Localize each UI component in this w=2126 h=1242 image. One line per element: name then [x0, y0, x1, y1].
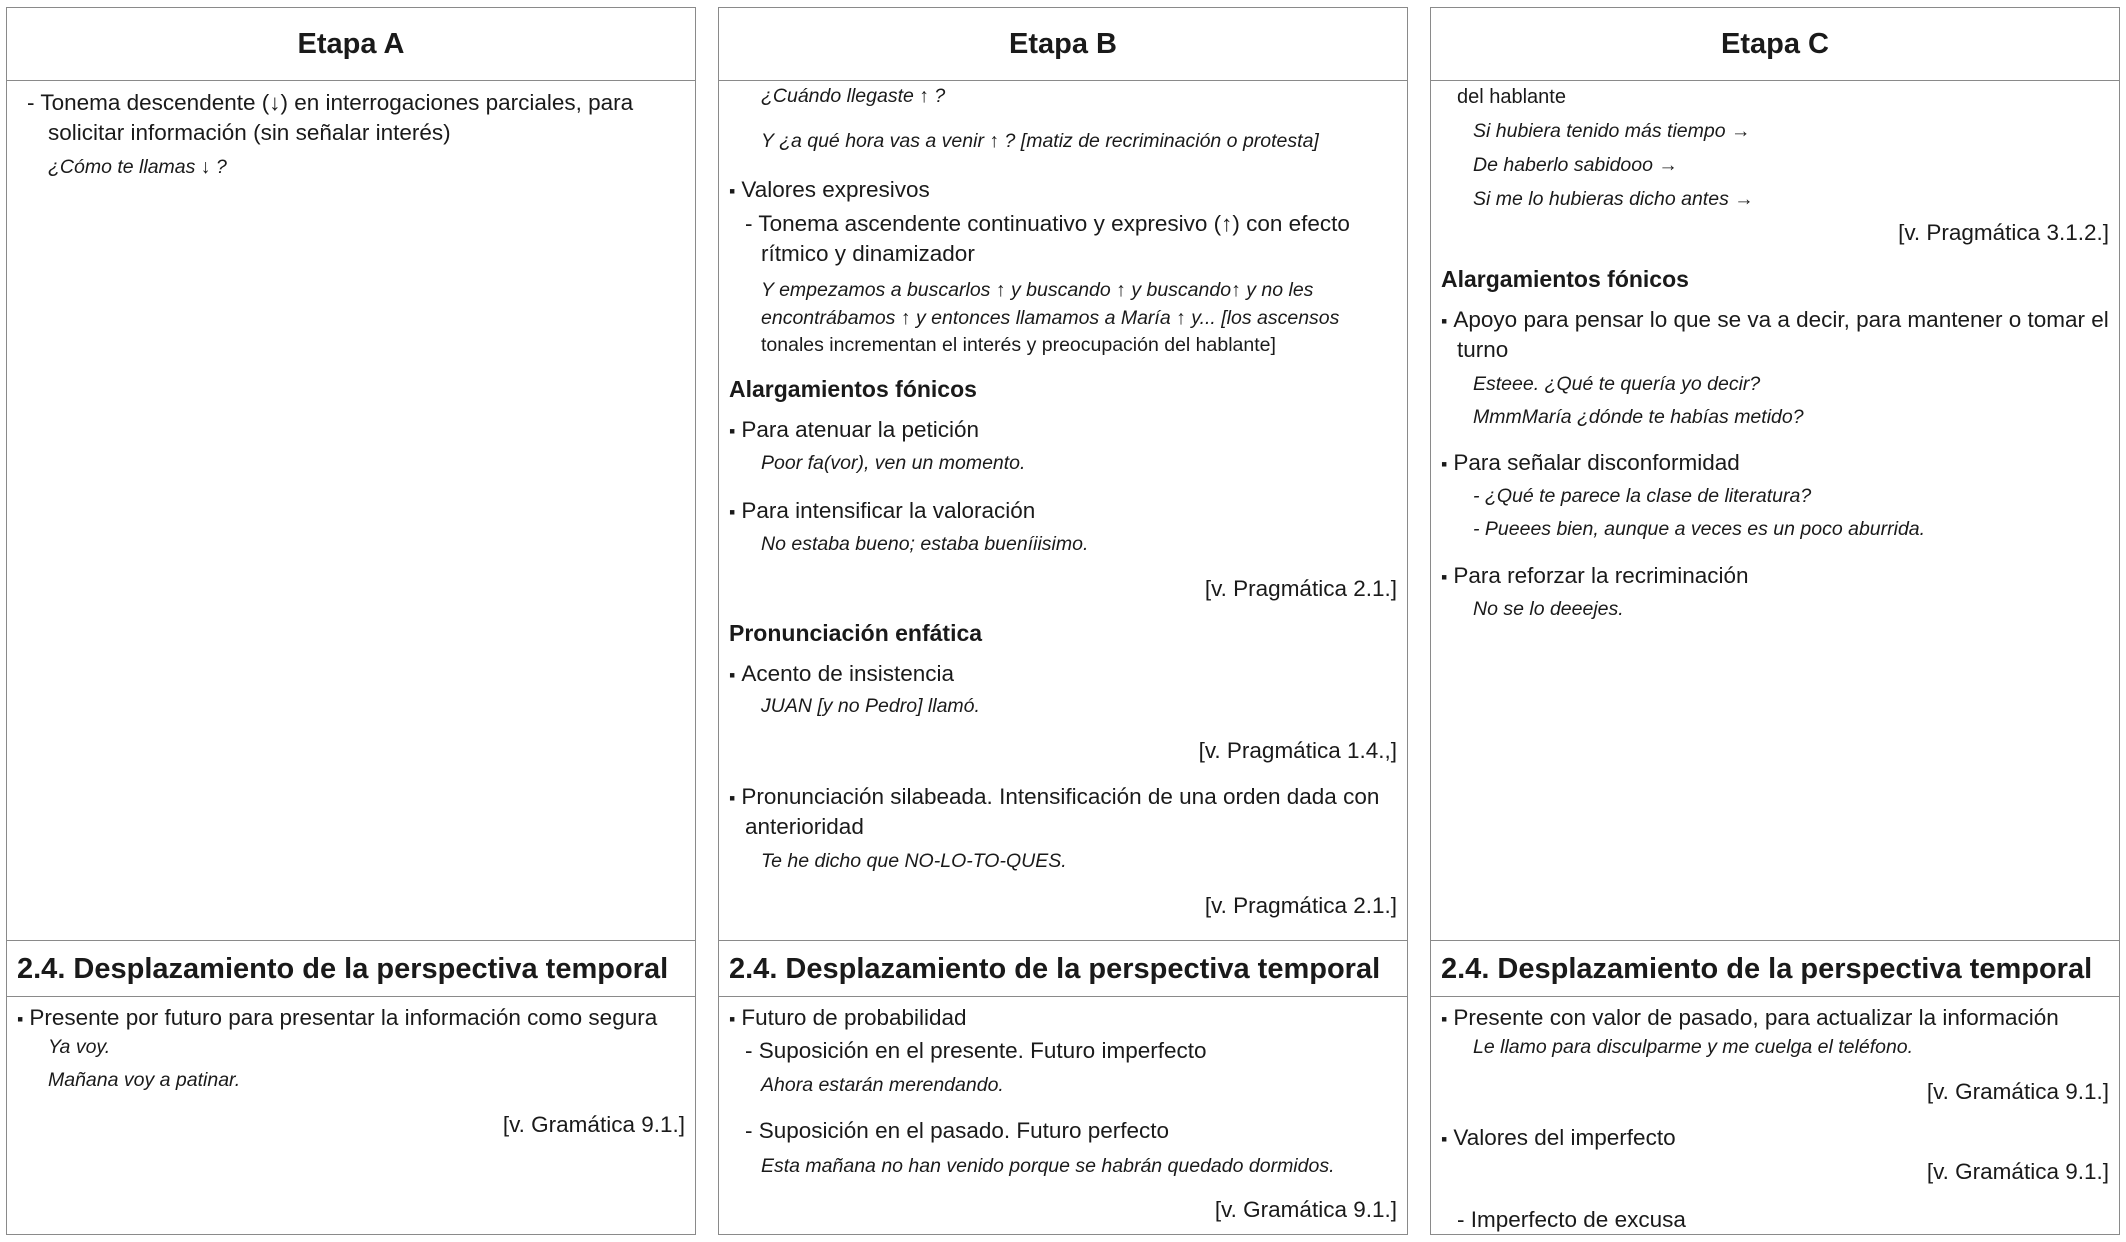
example-line: Ya voy. [48, 1036, 111, 1058]
text-line: turno [1457, 337, 1509, 362]
reference-note: [v. Pragmática 1.4.,] [1198, 738, 1397, 763]
text-line: - Suposición en el pasado. Futuro perfecto [745, 1118, 1170, 1143]
example-line: - ¿Qué te parece la clase de literatura? [1473, 485, 1812, 507]
text-line: - Tonema ascendente continuativo y expresivo (↑) con efecto [745, 211, 1350, 236]
reference-note: [v. Gramática 9.1.] [1926, 1079, 2109, 1104]
column-upper-content [7, 82, 695, 941]
bullet-item: ▪ Para intensificar la valoración [729, 496, 1035, 527]
example-line: Y empezamos a buscarlos ↑ y buscando ↑ y buscando↑ y no les [761, 279, 1314, 301]
bullet-item: ▪ Valores del imperfecto [1441, 1123, 1676, 1154]
example-line: ¿Cuándo llegaste ↑ ? [761, 85, 946, 107]
text-line: del hablante [1457, 86, 1566, 108]
example-line: Esteee. ¿Qué te quería yo decir? [1473, 373, 1761, 395]
example-line: No se lo deeejes. [1473, 598, 1624, 620]
column-etapa-c [1430, 7, 2120, 1235]
subheading: Alargamientos fónicos [729, 376, 977, 402]
subheading: Alargamientos fónicos [1441, 266, 1689, 292]
subheading: Pronunciación enfática [729, 620, 983, 646]
reference-note: [v. Gramática 9.1.] [502, 1112, 685, 1137]
bullet-item: ▪ Presente con valor de pasado, para actualizar la información [1441, 1003, 2059, 1034]
bullet-item: ▪ Valores expresivos [729, 175, 930, 206]
example-line: Ahora estarán merendando. [761, 1074, 1004, 1096]
column-lower-content [7, 997, 695, 1234]
text-line: - Tonema descendente (↓) en interrogaciones parciales, para [27, 90, 634, 115]
example-line: Si hubiera tenido más tiempo → [1473, 120, 1751, 142]
bullet-item: ▪ Acento de insistencia [729, 659, 954, 690]
reference-note: [v. Pragmática 2.1.] [1204, 893, 1397, 918]
example-line: - Pueees bien, aunque a veces es un poco aburrida. [1473, 518, 1926, 540]
example-line: JUAN [y no Pedro] llamó. [761, 695, 980, 717]
example-line: Le llamo para disculparme y me cuelga el teléfono. [1473, 1036, 1914, 1058]
column-etapa-b [718, 7, 1408, 1235]
reference-note: [v. Pragmática 3.1.2.] [1898, 220, 2109, 245]
text-line: rítmico y dinamizador [761, 241, 975, 266]
bullet-item: ▪ Para señalar disconformidad [1441, 448, 1740, 479]
example-line: Mañana voy a patinar. [48, 1069, 241, 1091]
reference-note: [v. Gramática 9.1.] [1214, 1197, 1397, 1222]
bullet-item: ▪ Para reforzar la recriminación [1441, 561, 1749, 592]
section-title: 2.4. Desplazamiento de la perspectiva temporal [1431, 942, 2119, 997]
bullet-item: ▪ Pronunciación silabeada. Intensificación de una orden dada con [729, 782, 1379, 813]
bullet-item: ▪ Futuro de probabilidad [729, 1003, 967, 1034]
example-line: ¿Cómo te llamas ↓ ? [48, 156, 227, 178]
example-line: Poor fa(vor), ven un momento. [761, 452, 1026, 474]
text-line: - Suposición en el presente. Futuro imperfecto [745, 1038, 1207, 1063]
bullet-item: ▪ Apoyo para pensar lo que se va a decir, para mantener o tomar el [1441, 305, 2109, 336]
column-upper-content [719, 82, 1407, 941]
example-line: Si me lo hubieras dicho antes → [1473, 188, 1754, 210]
example-line: tonales incrementan el interés y preocupación del hablante] [761, 334, 1276, 356]
example-line: Esta mañana no han venido porque se habrán quedado dormidos. [761, 1155, 1335, 1177]
column-title: Etapa C [1431, 8, 2119, 81]
text-line: - Imperfecto de excusa [1457, 1207, 1686, 1232]
example-line: Y ¿a qué hora vas a venir ↑ ? [matiz de recriminación o protesta] [761, 130, 1319, 152]
column-upper-content [1431, 82, 2119, 941]
example-line: De haberlo sabidooo → [1473, 154, 1678, 176]
reference-note: [v. Pragmática 2.1.] [1204, 576, 1397, 601]
example-line: MmmMaría ¿dónde te habías metido? [1473, 406, 1804, 428]
column-lower-content [719, 997, 1407, 1234]
example-line: No estaba bueno; estaba bueníiisimo. [761, 533, 1089, 555]
text-line: solicitar información (sin señalar interés) [48, 120, 451, 145]
reference-note: [v. Gramática 9.1.] [1926, 1159, 2109, 1184]
column-title: Etapa A [7, 8, 695, 81]
section-title: 2.4. Desplazamiento de la perspectiva temporal [7, 942, 695, 997]
example-line: Te he dicho que NO-LO-TO-QUES. [761, 850, 1067, 872]
column-lower-content [1431, 997, 2119, 1234]
text-line: anterioridad [745, 814, 864, 839]
example-line: encontrábamos ↑ y entonces llamamos a María ↑ y... [los ascensos [761, 307, 1340, 329]
bullet-item: ▪ Presente por futuro para presentar la información como segura [17, 1003, 657, 1034]
column-title: Etapa B [719, 8, 1407, 81]
column-etapa-a [6, 7, 696, 1235]
section-title: 2.4. Desplazamiento de la perspectiva temporal [719, 942, 1407, 997]
bullet-item: ▪ Para atenuar la petición [729, 415, 979, 446]
